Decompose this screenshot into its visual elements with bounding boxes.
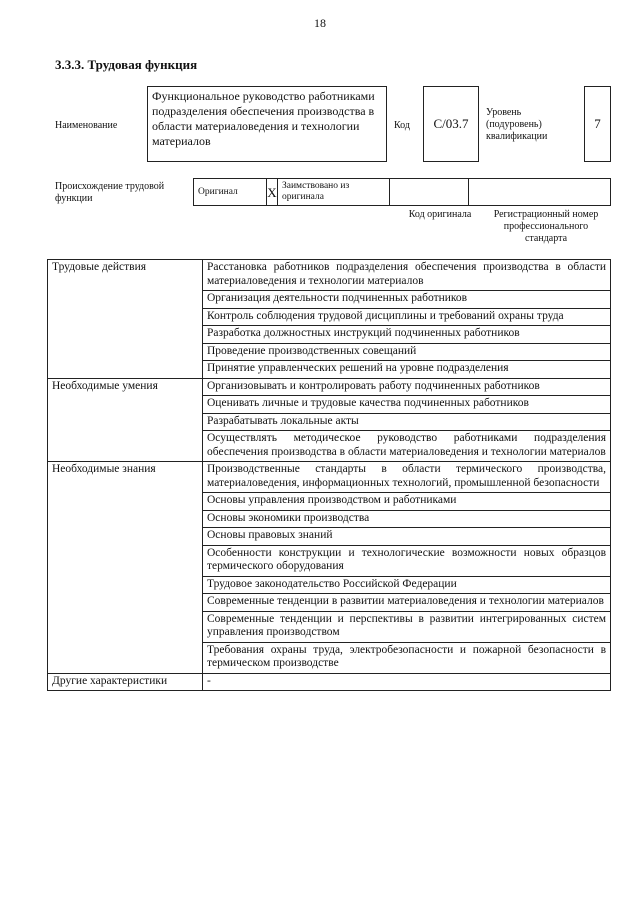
item-cell: Контроль соблюдения трудовой дисциплины и требований охраны труда [203,308,611,326]
table-row [48,673,611,691]
item-cell: Осуществлять методическое руководство работниками подразделения обеспечения производства в области материаловедения и технологии материалов [203,431,611,462]
item-cell: Современные тенденции и перспективы в развитии интегрированных систем управления производством [203,611,611,642]
borrowed-cell: Заимствовано из оригинала [278,179,390,206]
item-cell: Основы правовых знаний [203,528,611,546]
code-original-cell [390,179,469,206]
item-cell: Производственные стандарты в области термического производства, материаловедения, информационных технологий, промышленной безопасности [203,462,611,493]
function-name-box: Функциональное руководство работниками подразделения обеспечения производства в области материаловедения и технологии материалов [147,86,387,162]
item-cell: Основы экономики производства [203,510,611,528]
item-cell: Принятие управленческих решений на уровне подразделения [203,361,611,379]
category-cell: Необходимые знания [48,462,203,674]
item-cell: Трудовое законодательство Российской Федерации [203,576,611,594]
level-value-box: 7 [584,86,611,162]
original-mark: X [267,179,278,206]
item-cell: Особенности конструкции и технологические возможности новых образцов термического оборудования [203,545,611,576]
table-row [48,462,611,493]
name-label: Наименование [55,120,118,131]
item-cell: Основы управления производством и работниками [203,493,611,511]
item-cell: Требования охраны труда, электробезопасности и пожарной безопасности в термическом производстве [203,642,611,673]
category-cell: Трудовые действия [48,260,203,379]
reg-number-label: Регистрационный номер профессионального стандарта [493,209,599,244]
table-row [48,260,611,291]
item-cell: Расстановка работников подразделения обеспечения производства в области материаловедения и технологии материалов [203,260,611,291]
item-cell: Современные тенденции в развитии материаловедения и технологии материалов [203,594,611,612]
item-cell: Организовывать и контролировать работу подчиненных работников [203,378,611,396]
page-number: 18 [314,16,326,30]
function-details-table [47,259,611,691]
item-cell: Проведение производственных совещаний [203,343,611,361]
code-value-box: С/03.7 [423,86,479,162]
item-cell: Организация деятельности подчиненных работников [203,291,611,309]
origin-label: Происхождение трудовой функции [55,181,165,204]
item-cell: Разработка должностных инструкций подчиненных работников [203,326,611,344]
item-cell: Разрабатывать локальные акты [203,413,611,431]
item-cell: - [203,673,611,691]
category-cell: Необходимые умения [48,378,203,462]
item-cell: Оценивать личные и трудовые качества подчиненных работников [203,396,611,414]
origin-table [193,178,611,206]
section-title: 3.3.3. Трудовая функция [55,57,198,72]
level-label: Уровень (подуровень) квалификации [486,107,548,142]
table-row [48,378,611,396]
code-label: Код [394,120,410,131]
category-cell: Другие характеристики [48,673,203,691]
code-original-label: Код оригинала [408,209,472,220]
original-cell: Оригинал [194,179,267,206]
reg-number-cell [469,179,611,206]
